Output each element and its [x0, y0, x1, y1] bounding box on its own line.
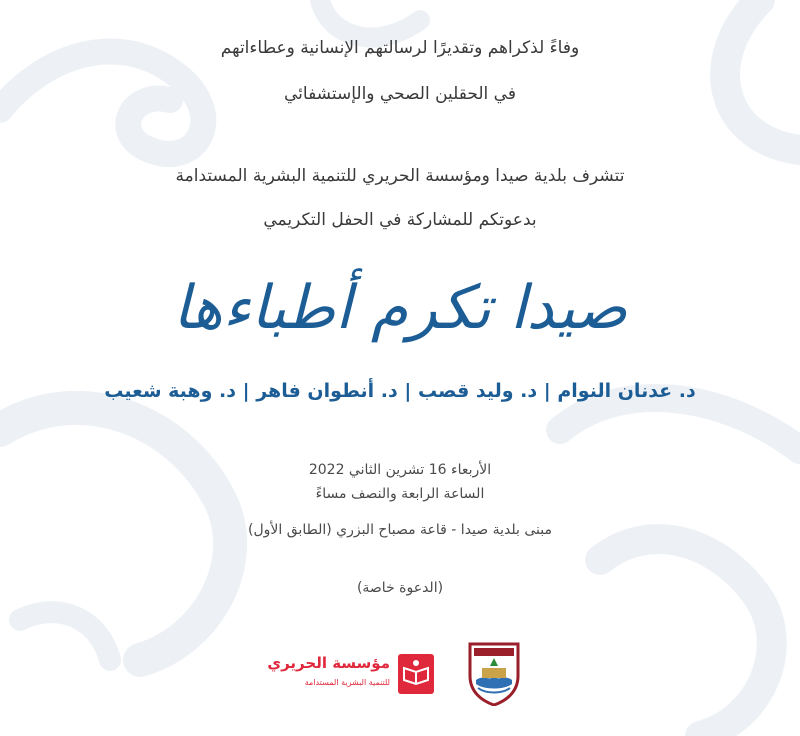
hariri-foundation-name: مؤسسة الحريري: [267, 654, 390, 672]
doctor-name: د. عدنان النوام: [557, 380, 696, 402]
hariri-foundation-logo: [268, 650, 438, 702]
private-invitation-note: (الدعوة خاصة): [356, 580, 444, 596]
hosts-line: تتشرف بلدية صيدا ومؤسسة الحريري للتنمية البشرية المستدامة: [175, 166, 625, 186]
event-venue: مبنى بلدية صيدا - قاعة مصباح البزري (الطابق الأول): [248, 522, 552, 538]
doctor-name: د. أنطوان فاهر: [256, 380, 398, 402]
book-icon: [398, 654, 434, 694]
doctor-name: د. وليد قصب: [417, 380, 538, 402]
saida-municipality-emblem: [466, 638, 522, 706]
fields-line: في الحقلين الصحي والإستشفائي: [284, 84, 516, 104]
separator: |: [543, 380, 551, 402]
doctors-list: [0, 380, 800, 402]
hariri-foundation-subtitle: للتنمية البشرية المستدامة: [304, 678, 390, 687]
separator: |: [404, 380, 412, 402]
doctor-name: د. وهبة شعيب: [104, 380, 236, 402]
separator: |: [242, 380, 250, 402]
event-date: الأربعاء 16 تشرين الثاني 2022: [308, 462, 492, 478]
invite-line: بدعوتكم للمشاركة في الحفل التكريمي: [263, 210, 537, 230]
page-title: صيدا تكرم أطباءها: [172, 273, 628, 343]
event-time: الساعة الرابعة والنصف مساءً: [315, 486, 485, 502]
tribute-line: وفاءً لذكراهم وتقديرًا لرسالتهم الإنسانية وعطاءاتهم: [220, 38, 580, 58]
